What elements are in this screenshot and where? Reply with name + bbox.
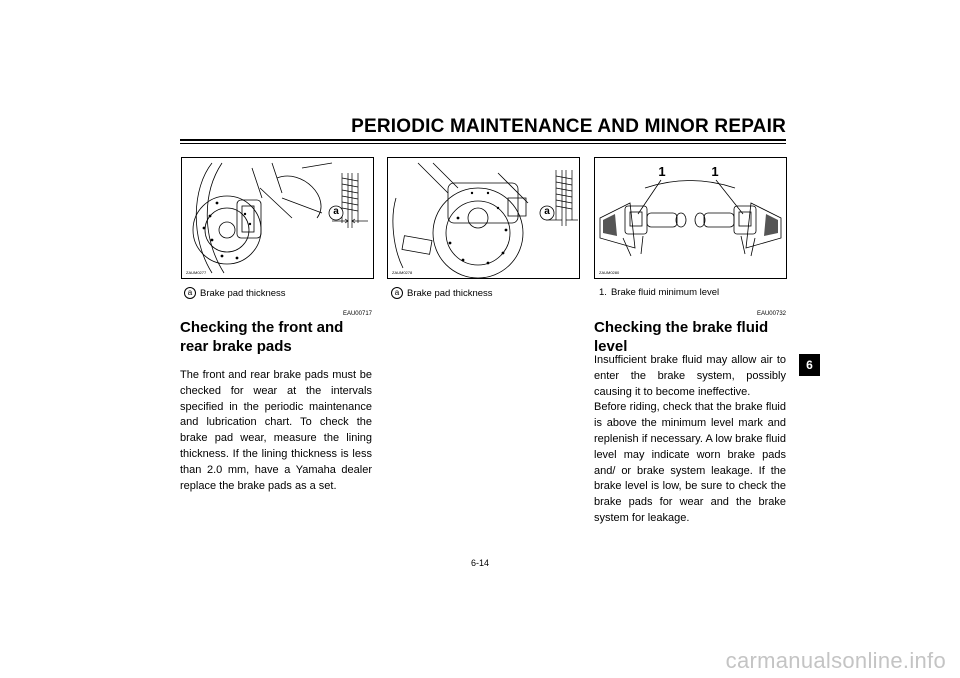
figure-callout-1-right: 1 <box>711 164 719 179</box>
caption-text: Brake fluid minimum level <box>610 287 720 298</box>
section-body <box>594 353 786 527</box>
figure-code: ZAUM0280 <box>599 270 620 275</box>
page-number: 6-14 <box>470 558 489 568</box>
section-code: EAU00732 <box>756 311 786 317</box>
figure-rear-brake-pads <box>387 157 580 279</box>
page-header-title: PERIODIC MAINTENANCE AND MINOR REPAIR <box>351 116 786 137</box>
header-rule-thick <box>180 139 786 141</box>
caption-marker: a <box>184 287 196 299</box>
header-rule-thin <box>180 143 786 144</box>
figure-code: ZAUM0278 <box>392 270 413 275</box>
section-paragraph: Before riding, check that the brake fluid is above the minimum level mark and replenish if necessary. A low brake fluid level may indicate worn brake pads and/ or brake system leakage. If the brake level is low, be sure to check the brake pads for wear and the brake system for leakage. <box>594 401 786 524</box>
figure-code: ZAUM0277 <box>186 270 207 275</box>
section-body: The front and rear brake pads must be checked for wear at the intervals specified in the periodic maintenance and lubrication chart. To check the brake pad wear, measure the lining thickness. If the lining thickness is less than 2.0 mm, have a Yamaha dealer replace the brake pads as a set. <box>180 369 372 492</box>
figure-callout-a: a <box>544 206 550 217</box>
chapter-tab: 6 <box>799 354 820 376</box>
figure-front-brake-pads <box>181 157 374 279</box>
figure-callout-a: a <box>333 206 339 217</box>
caption-marker: 1. <box>599 287 607 298</box>
section-code: EAU00717 <box>342 311 372 317</box>
caption-text: Brake pad thickness <box>407 287 493 299</box>
figure-brake-fluid-level <box>594 157 787 279</box>
rear-caliper-illustration <box>388 158 579 278</box>
caption-marker: a <box>391 287 403 299</box>
section-heading: Checking the brake fluid level <box>594 319 769 355</box>
reservoir-illustration <box>595 158 786 278</box>
section-paragraph: Insufficient brake fluid may allow air to enter the brake system, possibly causing it to become ineffective. <box>594 354 786 398</box>
figure-caption <box>391 287 493 299</box>
figure-caption <box>184 287 286 299</box>
front-caliper-illustration <box>182 158 373 278</box>
figure-caption <box>599 287 719 298</box>
figure-callout-1-left: 1 <box>658 164 666 179</box>
watermark: carmanualsonline.info <box>725 648 946 673</box>
section-heading: Checking the front and rear brake pads <box>180 319 344 355</box>
caption-text: Brake pad thickness <box>200 287 286 299</box>
